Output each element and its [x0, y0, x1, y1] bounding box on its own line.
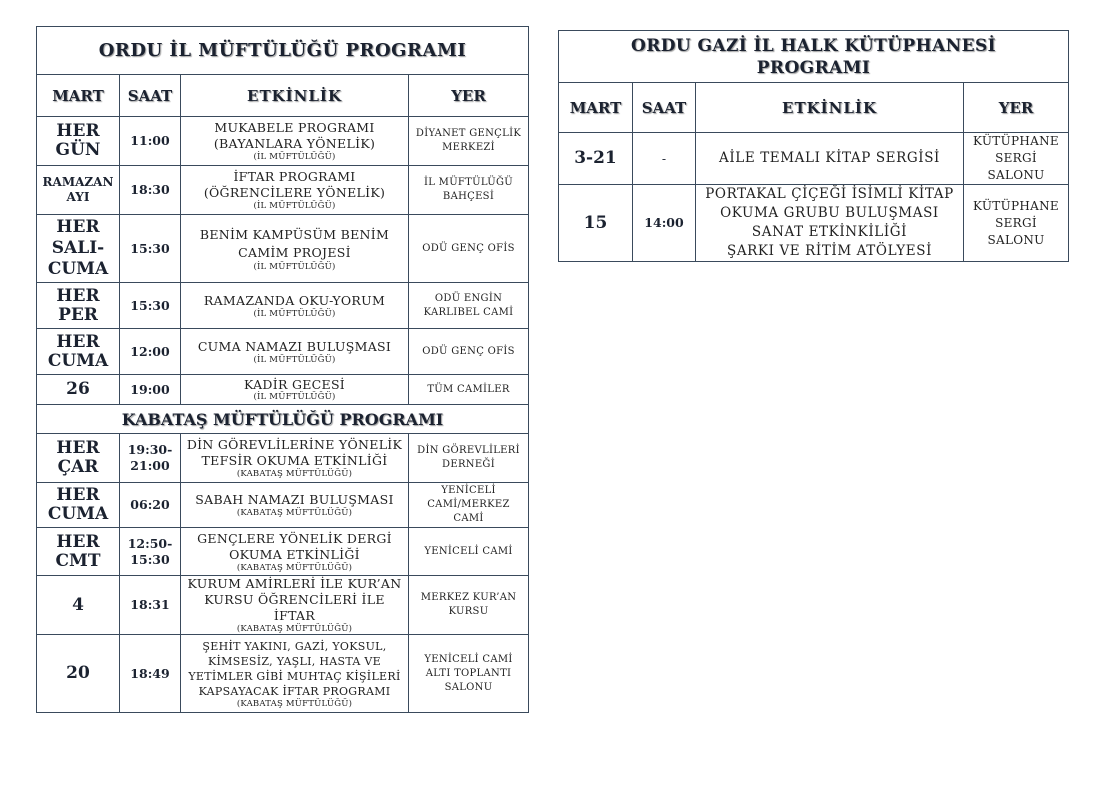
table-row [37, 117, 529, 166]
mart-cell: HER CMT [37, 528, 120, 576]
mart-cell: 26 [37, 375, 120, 405]
mart-cell: 15 [559, 185, 633, 262]
yer-cell: MERKEZ KUR’AN KURSU [409, 576, 529, 635]
etkinlik-source: (İL MÜFTÜLÜĞÜ) [253, 308, 336, 319]
etkinlik-cell [181, 375, 409, 405]
etkinlik-cell [181, 117, 409, 166]
etkinlik-cell [696, 185, 964, 262]
saat-cell: 18:31 [120, 576, 181, 635]
saat-cell: 18:49 [120, 635, 181, 713]
col-header-mart: MART [559, 83, 633, 133]
etkinlik-line: MUKABELE PROGRAMI [214, 120, 375, 135]
etkinlik-source: (İL MÜFTÜLÜĞÜ) [253, 152, 336, 162]
mart-cell: HER CUMA [37, 483, 120, 528]
table-row [559, 133, 1069, 185]
etkinlik-cell [181, 483, 409, 528]
col-header-saat: SAAT [120, 75, 181, 117]
kabatas-section-title: KABATAŞ MÜFTÜLÜĞÜ PROGRAMI [37, 405, 529, 434]
etkinlik-line: SANAT ETKİNKİLİĞİ [751, 224, 908, 240]
etkinlik-cell [181, 434, 409, 483]
etkinlik-line: ŞEHİT YAKINI, GAZİ, YOKSUL, [202, 639, 387, 653]
mufti-program-table [36, 26, 529, 713]
etkinlik-cell [181, 576, 409, 635]
etkinlik-line: YETİMLER GİBİ MUHTAÇ KİŞİLERİ [188, 669, 401, 683]
yer-cell: YENİCELİ CAMİ/MERKEZ CAMİ [409, 483, 529, 528]
mart-cell: HER GÜN [37, 117, 120, 166]
etkinlik-cell [181, 283, 409, 329]
etkinlik-source: (KABATAŞ MÜFTÜLÜĞÜ) [236, 624, 353, 634]
mart-cell: 4 [37, 576, 120, 635]
library-program-title [559, 31, 1069, 83]
saat-cell: 19:00 [120, 375, 181, 405]
library-title-line: ORDU GAZİ İL HALK KÜTÜPHANESİ [631, 35, 996, 56]
mart-cell: RAMAZAN AYI [37, 166, 120, 215]
etkinlik-line: PORTAKAL ÇİÇEĞİ İSİMLİ KİTAP [705, 186, 954, 202]
mart-cell: 3-21 [559, 133, 633, 185]
col-header-mart: MART [37, 75, 120, 117]
yer-cell: İL MÜFTÜLÜĞÜ BAHÇESİ [409, 166, 529, 215]
mart-cell: HER ÇAR [37, 434, 120, 483]
etkinlik-line: KAPSAYACAK İFTAR PROGRAMI [198, 684, 391, 698]
table-row [37, 434, 529, 483]
yer-cell: ODÜ ENGİN KARLIBEL CAMİ [409, 283, 529, 329]
etkinlik-line: OKUMA ETKİNLİĞİ [229, 546, 360, 562]
etkinlik-line: CUMA NAMAZI BULUŞMASI [197, 338, 392, 354]
etkinlik-cell [181, 528, 409, 576]
col-header-yer: YER [964, 83, 1069, 133]
etkinlik-source: (İL MÜFTÜLÜĞÜ) [253, 391, 336, 402]
etkinlik-line: KİMSESİZ, YAŞLI, HASTA VE [208, 654, 381, 668]
mart-cell: HER CUMA [37, 329, 120, 375]
saat-cell: 15:30 [120, 283, 181, 329]
yer-cell: ODÜ GENÇ OFİS [409, 329, 529, 375]
etkinlik-source: (KABATAŞ MÜFTÜLÜĞÜ) [236, 698, 353, 709]
table-row [37, 483, 529, 528]
col-header-saat: SAAT [633, 83, 696, 133]
etkinlik-line: OKUMA GRUBU BULUŞMASI [720, 205, 939, 221]
yer-cell: TÜM CAMİLER [409, 375, 529, 405]
etkinlik-line: AİLE TEMALI KİTAP SERGİSİ [719, 150, 940, 166]
etkinlik-cell [696, 133, 964, 185]
yer-cell: YENİCELİ CAMİ [409, 528, 529, 576]
saat-cell: 06:20 [120, 483, 181, 528]
saat-cell: 11:00 [120, 117, 181, 166]
etkinlik-line: (ÖĞRENCİLERE YÖNELİK) [203, 185, 386, 200]
etkinlik-cell [181, 635, 409, 713]
col-header-etkinlik: ETKİNLİK [696, 83, 964, 133]
etkinlik-source: (İL MÜFTÜLÜĞÜ) [253, 201, 336, 211]
saat-cell: 14:00 [633, 185, 696, 262]
etkinlik-line: İFTAR PROGRAMI [233, 169, 356, 184]
etkinlik-line: DİN GÖREVLİLERİNE YÖNELİK [186, 437, 403, 452]
etkinlik-cell [181, 215, 409, 283]
yer-cell: KÜTÜPHANE SERGİ SALONU [964, 185, 1069, 262]
col-header-etkinlik: ETKİNLİK [181, 75, 409, 117]
etkinlik-source: (KABATAŞ MÜFTÜLÜĞÜ) [236, 562, 353, 573]
table-row [37, 166, 529, 215]
yer-cell: KÜTÜPHANE SERGİ SALONU [964, 133, 1069, 185]
table-row [37, 528, 529, 576]
yer-cell: DİN GÖREVLİLERİ DERNEĞİ [409, 434, 529, 483]
table-row [37, 635, 529, 713]
etkinlik-cell [181, 166, 409, 215]
mart-cell: HER SALI-CUMA [37, 215, 120, 283]
etkinlik-source: (İL MÜFTÜLÜĞÜ) [253, 354, 336, 365]
etkinlik-cell [181, 329, 409, 375]
etkinlik-line: SABAH NAMAZI BULUŞMASI [195, 492, 394, 507]
table-row [37, 283, 529, 329]
table-row [37, 576, 529, 635]
yer-cell: YENİCELİ CAMİ ALTI TOPLANTI SALONU [409, 635, 529, 713]
table-row [37, 215, 529, 283]
library-program-table [558, 30, 1069, 262]
yer-cell: ODÜ GENÇ OFİS [409, 215, 529, 283]
etkinlik-line: KURSU ÖĞRENCİLERİ İLE İFTAR [204, 592, 385, 623]
etkinlik-line: ŞARKI VE RİTİM ATÖLYESİ [726, 243, 933, 259]
etkinlik-source: (İL MÜFTÜLÜĞÜ) [253, 261, 336, 272]
etkinlik-line: KADİR GECESİ [243, 376, 346, 392]
etkinlik-line: KURUM AMİRLERİ İLE KUR’AN [187, 576, 402, 591]
table-row [37, 375, 529, 405]
table-row [559, 185, 1069, 262]
mart-cell: HER PER [37, 283, 120, 329]
etkinlik-line: RAMAZANDA OKU-YORUM [203, 292, 386, 308]
etkinlik-line: GENÇLERE YÖNELİK DERGİ [197, 530, 392, 546]
saat-cell: 12:50-15:30 [120, 528, 181, 576]
etkinlik-source: (KABATAŞ MÜFTÜLÜĞÜ) [236, 508, 353, 518]
col-header-yer: YER [409, 75, 529, 117]
etkinlik-line: BENİM KAMPÜSÜM BENİM [199, 226, 390, 242]
etkinlik-line: TEFSİR OKUMA ETKİNLİĞİ [201, 453, 388, 468]
etkinlik-source: (KABATAŞ MÜFTÜLÜĞÜ) [236, 469, 353, 479]
yer-cell: DİYANET GENÇLİK MERKEZİ [409, 117, 529, 166]
saat-cell: 18:30 [120, 166, 181, 215]
table-row [37, 329, 529, 375]
library-title-line: PROGRAMI [756, 57, 871, 78]
etkinlik-line: (BAYANLARA YÖNELİK) [213, 136, 376, 151]
saat-cell: 19:30-21:00 [120, 434, 181, 483]
saat-cell: 12:00 [120, 329, 181, 375]
etkinlik-line: CAMİM PROJESİ [238, 244, 351, 260]
mufti-program-title: ORDU İL MÜFTÜLÜĞÜ PROGRAMI [37, 27, 529, 75]
saat-cell: - [633, 133, 696, 185]
mart-cell: 20 [37, 635, 120, 713]
saat-cell: 15:30 [120, 215, 181, 283]
